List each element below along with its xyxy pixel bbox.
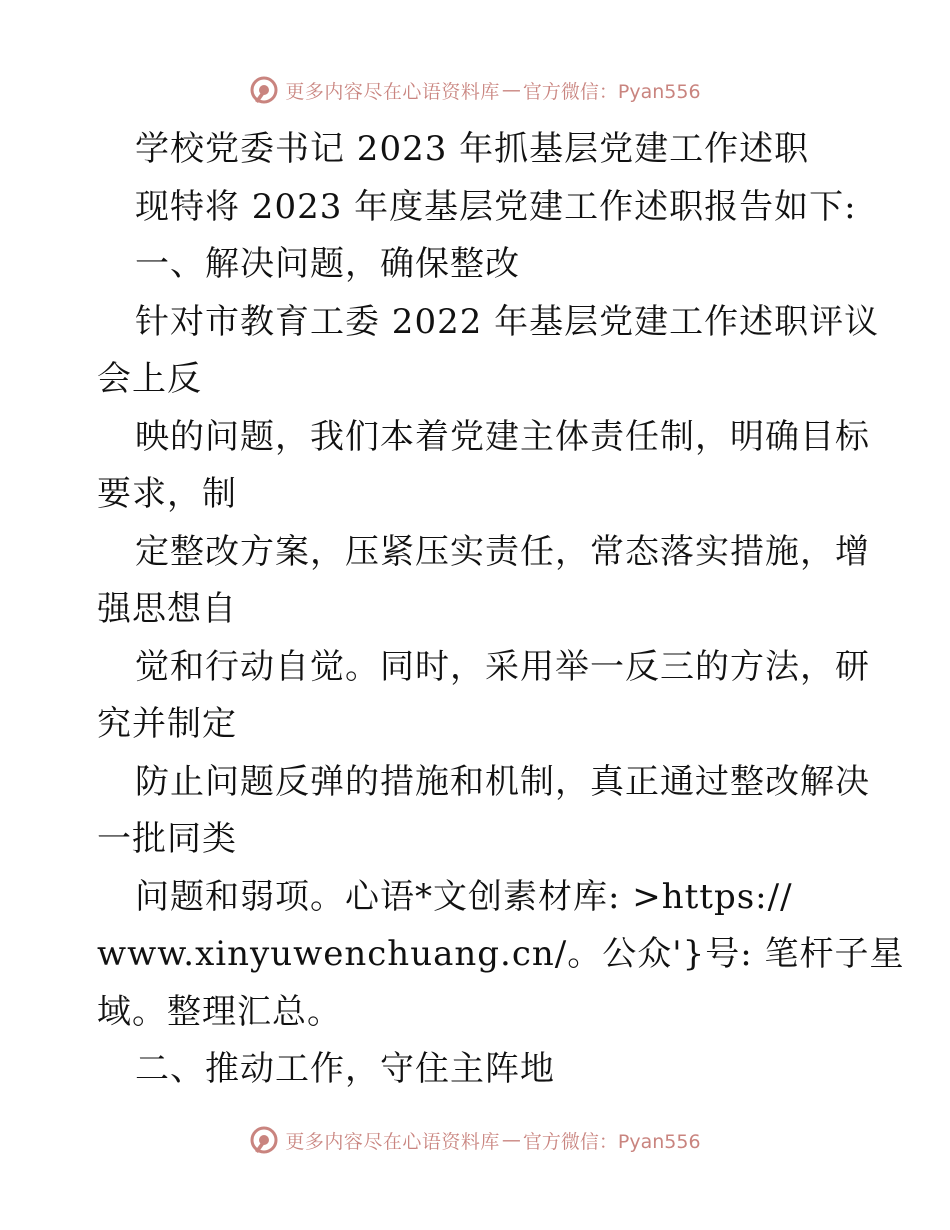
text-line: 针对市教育工委 2022 年基层党建工作述职评议 bbox=[135, 301, 880, 342]
pen-logo-icon bbox=[249, 75, 279, 105]
text-line: 会上反 bbox=[97, 359, 202, 399]
text-line: 觉和行动自觉。同时，采用举一反三的方法，研 bbox=[135, 646, 870, 687]
text-line: 域。整理汇总。 bbox=[97, 991, 342, 1032]
watermark-wechat-text: 官方微信：Pyan556 bbox=[522, 80, 701, 103]
text-line: 学校党委书记 2023 年抓基层党建工作述职 bbox=[135, 129, 810, 169]
text-line: 现特将 2023 年度基层党建工作述职报告如下: bbox=[135, 186, 857, 227]
watermark-site-text: 更多内容尽在心语资料库 bbox=[285, 1130, 500, 1153]
text-line: 映的问题，我们本着党建主体责任制，明确目标 bbox=[135, 416, 870, 457]
watermark-header bbox=[0, 70, 950, 110]
text-line: 定整改方案，压紧压实责任，常态落实措施，增 bbox=[135, 531, 870, 572]
text-line: 强思想自 bbox=[97, 589, 237, 629]
watermark-site-text: 更多内容尽在心语资料库 bbox=[285, 80, 500, 103]
text-line: www.xinyuwenchuang.cn/。公众'}号: 笔杆子星 bbox=[97, 934, 905, 974]
text-line: 问题和弱项。心语*文创素材库: >https:// bbox=[135, 876, 793, 917]
watermark-separator: — bbox=[501, 79, 521, 101]
text-line: 究并制定 bbox=[97, 704, 237, 744]
text-line: 防止问题反弹的措施和机制，真正通过整改解决 bbox=[135, 761, 870, 802]
text-line: 一批同类 bbox=[97, 819, 237, 859]
watermark-wechat-text: 官方微信：Pyan556 bbox=[522, 1130, 701, 1153]
watermark-footer bbox=[0, 1120, 950, 1160]
pen-logo-icon bbox=[249, 1125, 279, 1155]
text-line: 一、解决问题，确保整改 bbox=[135, 244, 520, 284]
text-line: 二、推动工作，守住主阵地 bbox=[135, 1049, 555, 1089]
document-body bbox=[97, 121, 905, 1099]
text-line: 要求，制 bbox=[97, 474, 237, 514]
watermark-separator: — bbox=[501, 1129, 521, 1151]
